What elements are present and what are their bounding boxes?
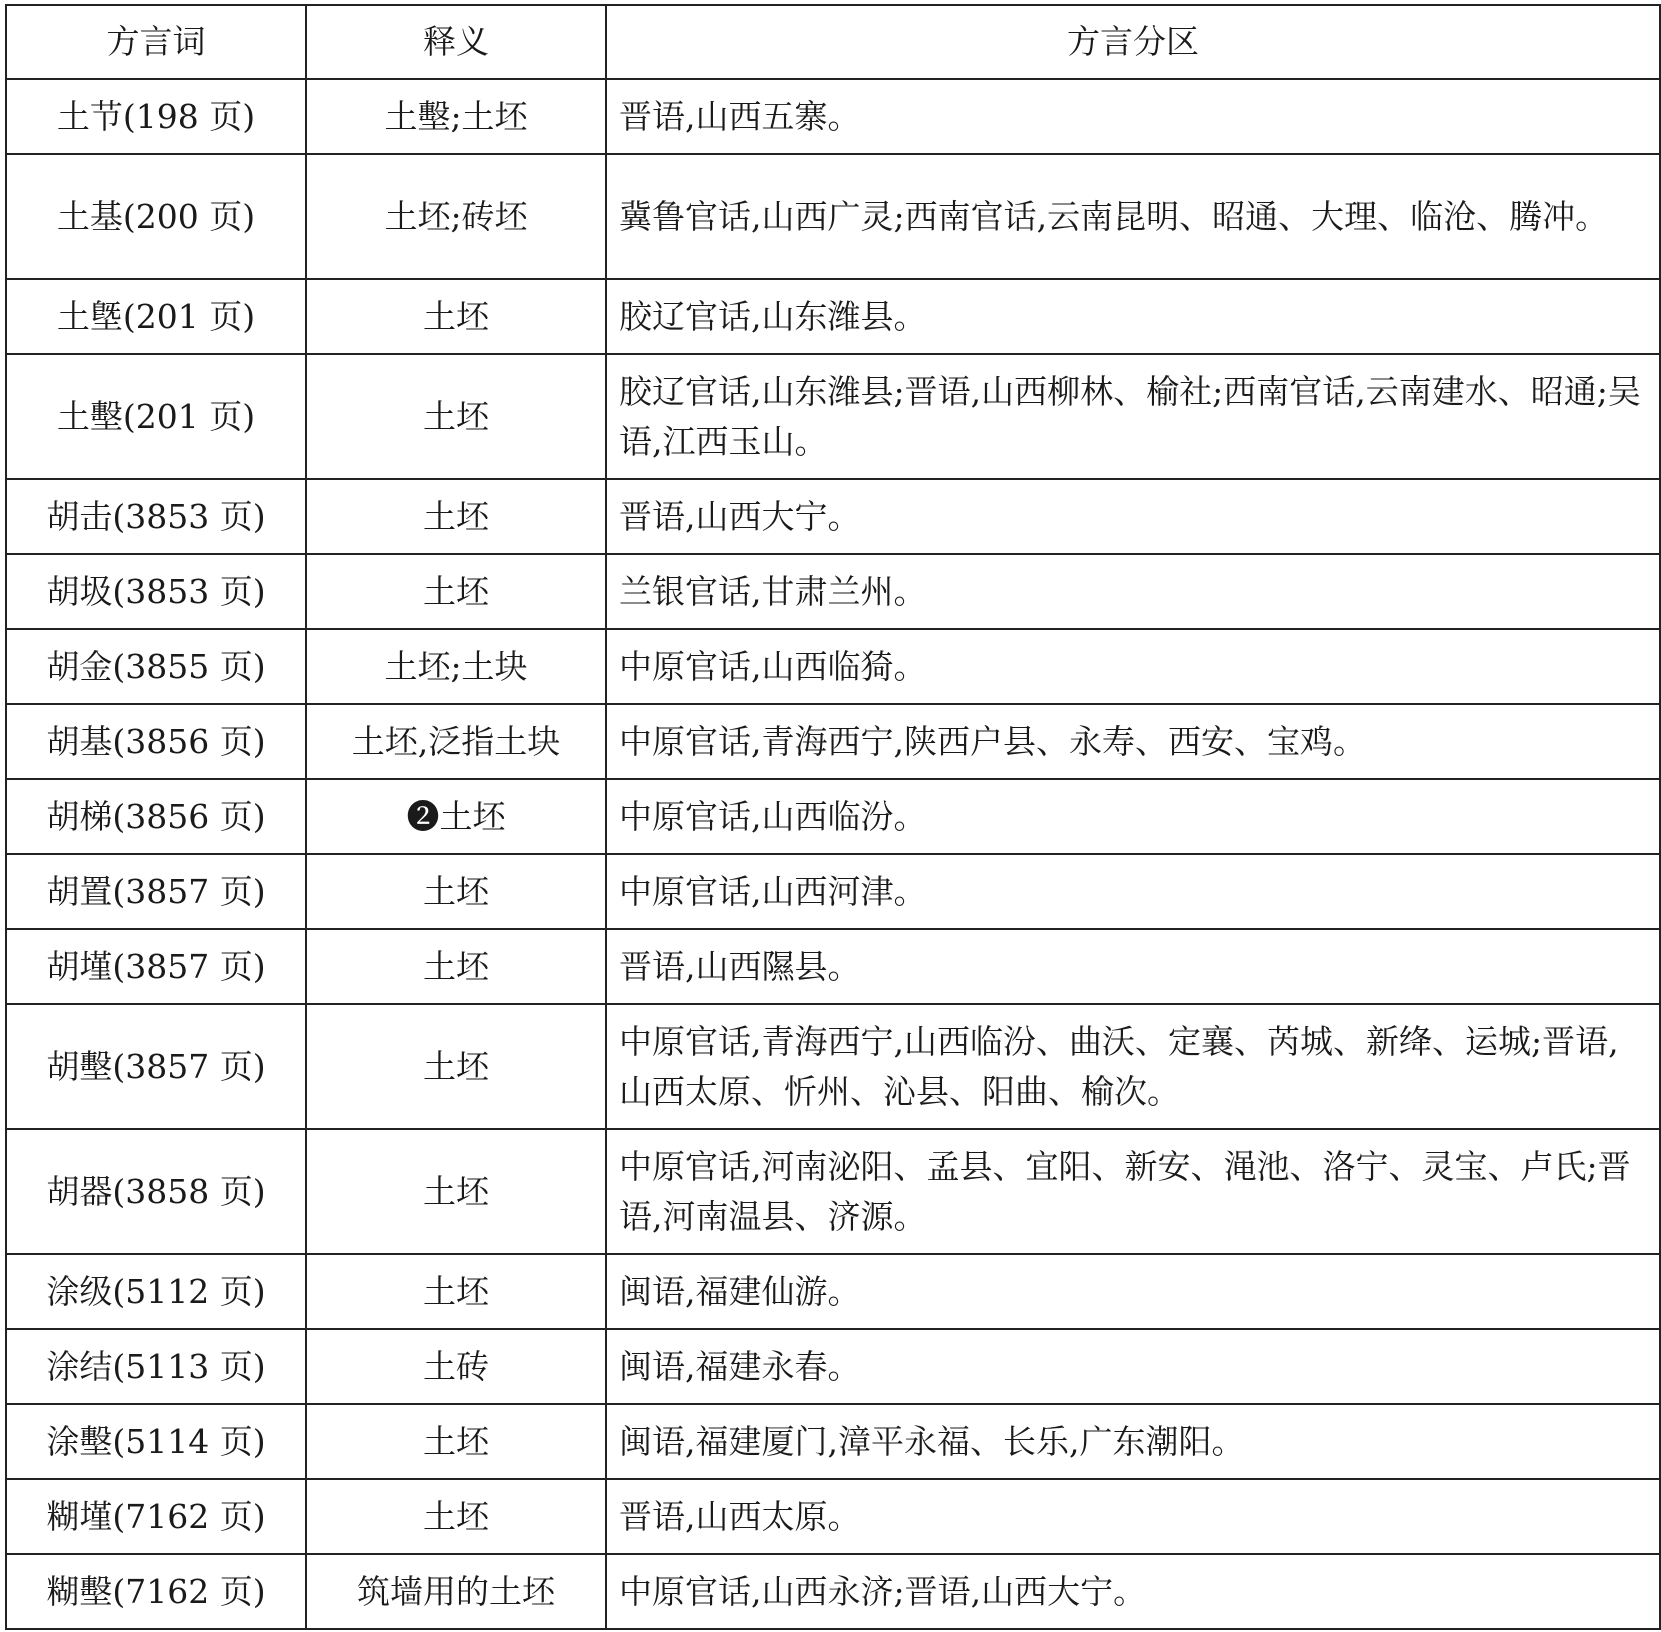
dialect-word-cell: 涂墼(5114 页) xyxy=(6,1404,306,1479)
table-row xyxy=(6,1004,1660,1129)
meaning-cell: 土坯 xyxy=(306,854,606,929)
table-row xyxy=(6,1554,1660,1629)
table-row xyxy=(6,704,1660,779)
region-cell: 胶辽官话,山东潍县。 xyxy=(606,279,1660,354)
meaning-cell: 土坯 xyxy=(306,929,606,1004)
meaning-cell: 土坯 xyxy=(306,1254,606,1329)
region-cell: 中原官话,青海西宁,山西临汾、曲沃、定襄、芮城、新绛、运城;晋语,山西太原、忻州、沁县、阳曲、榆次。 xyxy=(606,1004,1660,1129)
dialect-word-cell: 土墍(201 页) xyxy=(6,279,306,354)
dialect-table xyxy=(5,4,1661,1630)
meaning-cell: 土坯 xyxy=(306,479,606,554)
region-cell: 闽语,福建仙游。 xyxy=(606,1254,1660,1329)
region-cell: 晋语,山西五寨。 xyxy=(606,79,1660,154)
table-row xyxy=(6,154,1660,279)
meaning-cell: 土坯;土块 xyxy=(306,629,606,704)
meaning-cell: 土坯 xyxy=(306,279,606,354)
region-cell: 中原官话,山西临猗。 xyxy=(606,629,1660,704)
table-header xyxy=(6,5,1660,79)
meaning-cell: 土砖 xyxy=(306,1329,606,1404)
meaning-cell: 土坯 xyxy=(306,1129,606,1254)
table-row xyxy=(6,79,1660,154)
dialect-word-cell: 糊墐(7162 页) xyxy=(6,1479,306,1554)
dialect-word-cell: 胡圾(3853 页) xyxy=(6,554,306,629)
table-row xyxy=(6,1479,1660,1554)
table-row xyxy=(6,279,1660,354)
dialect-word-cell: 胡击(3853 页) xyxy=(6,479,306,554)
table-row xyxy=(6,1404,1660,1479)
dialect-word-cell: 胡梯(3856 页) xyxy=(6,779,306,854)
meaning-cell: 土坯;砖坯 xyxy=(306,154,606,279)
region-cell: 晋语,山西隰县。 xyxy=(606,929,1660,1004)
region-cell: 中原官话,青海西宁,陕西户县、永寿、西安、宝鸡。 xyxy=(606,704,1660,779)
dialect-word-cell: 土节(198 页) xyxy=(6,79,306,154)
table-row xyxy=(6,1254,1660,1329)
meaning-cell: 土坯 xyxy=(306,1004,606,1129)
dialect-word-cell: 胡器(3858 页) xyxy=(6,1129,306,1254)
dialect-word-cell: 胡基(3856 页) xyxy=(6,704,306,779)
table-row xyxy=(6,1129,1660,1254)
header-row xyxy=(6,5,1660,79)
region-cell: 晋语,山西太原。 xyxy=(606,1479,1660,1554)
region-cell: 胶辽官话,山东潍县;晋语,山西柳林、榆社;西南官话,云南建水、昭通;吴语,江西玉山。 xyxy=(606,354,1660,479)
table-row xyxy=(6,629,1660,704)
table-row xyxy=(6,1329,1660,1404)
header-meaning: 释义 xyxy=(306,5,606,79)
table-row xyxy=(6,779,1660,854)
table-row xyxy=(6,479,1660,554)
meaning-cell: 土坯 xyxy=(306,1404,606,1479)
dialect-word-cell: 糊墼(7162 页) xyxy=(6,1554,306,1629)
table-row xyxy=(6,854,1660,929)
region-cell: 晋语,山西大宁。 xyxy=(606,479,1660,554)
region-cell: 兰银官话,甘肃兰州。 xyxy=(606,554,1660,629)
dialect-word-cell: 胡置(3857 页) xyxy=(6,854,306,929)
region-cell: 中原官话,山西临汾。 xyxy=(606,779,1660,854)
region-cell: 中原官话,河南泌阳、孟县、宜阳、新安、渑池、洛宁、灵宝、卢氏;晋语,河南温县、济源。 xyxy=(606,1129,1660,1254)
table-row xyxy=(6,354,1660,479)
region-cell: 中原官话,山西河津。 xyxy=(606,854,1660,929)
dialect-word-cell: 胡墼(3857 页) xyxy=(6,1004,306,1129)
table-row xyxy=(6,929,1660,1004)
dialect-word-cell: 涂级(5112 页) xyxy=(6,1254,306,1329)
meaning-cell: 土墼;土坯 xyxy=(306,79,606,154)
dialect-word-cell: 土墼(201 页) xyxy=(6,354,306,479)
dialect-word-cell: 胡墐(3857 页) xyxy=(6,929,306,1004)
dialect-word-cell: 涂结(5113 页) xyxy=(6,1329,306,1404)
region-cell: 闽语,福建厦门,漳平永福、长乐,广东潮阳。 xyxy=(606,1404,1660,1479)
dialect-word-cell: 土基(200 页) xyxy=(6,154,306,279)
meaning-cell: 筑墙用的土坯 xyxy=(306,1554,606,1629)
table-row xyxy=(6,554,1660,629)
table-body xyxy=(6,79,1660,1629)
header-dialect-region: 方言分区 xyxy=(606,5,1660,79)
meaning-cell: 土坯 xyxy=(306,554,606,629)
header-dialect-word: 方言词 xyxy=(6,5,306,79)
region-cell: 冀鲁官话,山西广灵;西南官话,云南昆明、昭通、大理、临沧、腾冲。 xyxy=(606,154,1660,279)
meaning-cell: 土坯 xyxy=(306,354,606,479)
region-cell: 闽语,福建永春。 xyxy=(606,1329,1660,1404)
meaning-cell: 土坯,泛指土块 xyxy=(306,704,606,779)
meaning-cell: ❷土坯 xyxy=(306,779,606,854)
dialect-word-cell: 胡金(3855 页) xyxy=(6,629,306,704)
meaning-cell: 土坯 xyxy=(306,1479,606,1554)
region-cell: 中原官话,山西永济;晋语,山西大宁。 xyxy=(606,1554,1660,1629)
